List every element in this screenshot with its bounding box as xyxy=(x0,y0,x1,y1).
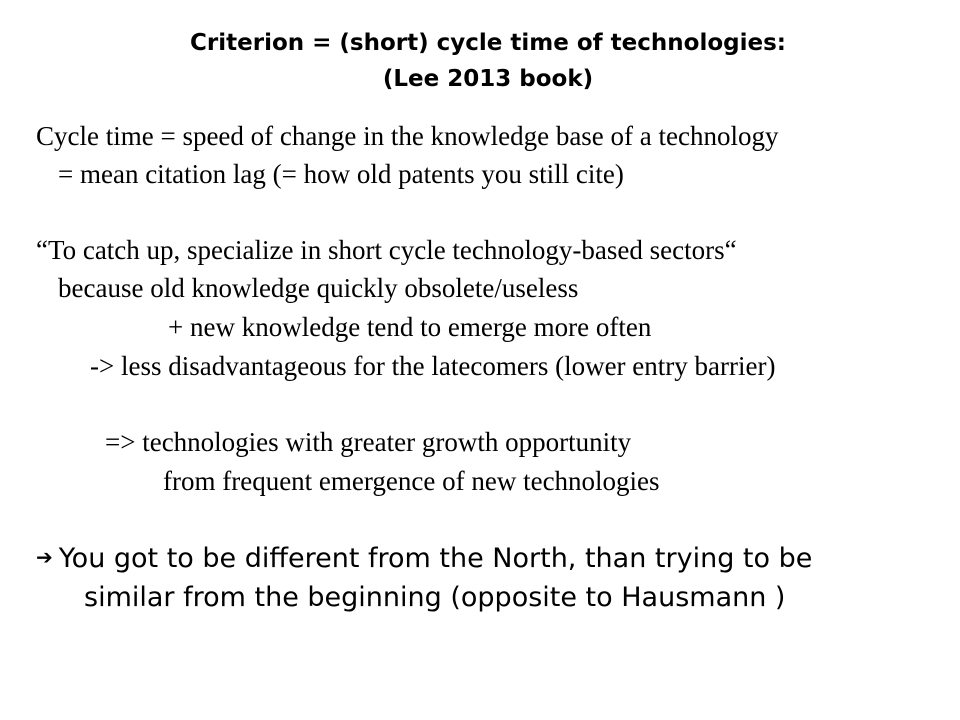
body-line-quote: “To catch up, specialize in short cycle technology-based sectors“ xyxy=(36,235,737,265)
arrow-right-icon: ➔ xyxy=(36,545,53,569)
conclusion-text-1: You got to be different from the North, than trying to be xyxy=(58,543,813,574)
body-line-citation-lag: = mean citation lag (= how old patents you still cite) xyxy=(58,159,624,189)
body-line-because: because old knowledge quickly obsolete/useless xyxy=(58,273,579,303)
body-line-latecomers: -> less disadvantageous for the latecomers (lower entry barrier) xyxy=(90,351,776,381)
conclusion-line-1 xyxy=(36,539,812,577)
body-line-cycle-time: Cycle time = speed of change in the knowledge base of a technology xyxy=(36,121,779,151)
body-line-new-knowledge: + new knowledge tend to emerge more often xyxy=(168,312,652,342)
body-line-growth: => technologies with greater growth opportunity xyxy=(105,427,632,457)
conclusion-line-2: similar from the beginning (opposite to Hausmann ) xyxy=(84,582,786,613)
body-line-emergence: from frequent emergence of new technologies xyxy=(163,466,660,496)
slide-title: Criterion = (short) cycle time of technologies: xyxy=(190,30,786,56)
slide-subtitle: (Lee 2013 book) xyxy=(382,66,594,92)
